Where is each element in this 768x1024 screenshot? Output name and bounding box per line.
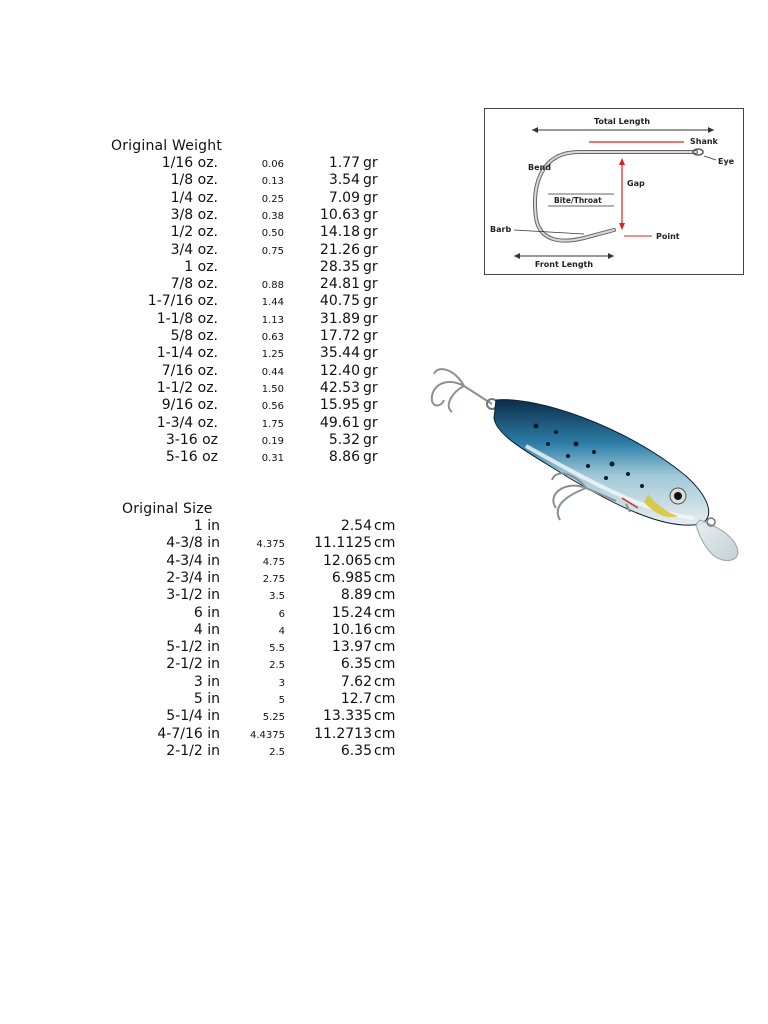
table-row <box>112 155 412 172</box>
original-value: 4-3/8 in <box>166 535 220 552</box>
original-value: 1-1/4 oz. <box>156 345 218 362</box>
unit-label: cm <box>374 691 396 707</box>
converted-value: 13.97 <box>331 639 372 656</box>
decimal-value: 1.44 <box>261 297 284 309</box>
table-row <box>112 380 412 397</box>
unit-label: gr <box>363 155 378 171</box>
decimal-value: 6 <box>278 608 285 620</box>
converted-value: 28.35 <box>319 258 360 275</box>
unit-label: gr <box>363 397 378 414</box>
table-row <box>122 656 422 673</box>
table-row <box>122 570 422 587</box>
table-row <box>112 345 412 362</box>
decimal-value: 0.88 <box>261 280 284 292</box>
decimal-value: 4.4375 <box>250 729 285 741</box>
original-value: 9/16 oz. <box>161 397 218 414</box>
converted-value: 6.35 <box>340 742 372 759</box>
unit-label: gr <box>363 258 378 275</box>
unit-label: gr <box>363 379 378 396</box>
table-row <box>112 207 412 224</box>
unit-label: cm <box>374 621 396 638</box>
table-row <box>122 691 422 708</box>
gap-label: Gap <box>627 179 645 188</box>
original-value: 1-7/16 oz. <box>147 293 218 310</box>
unit-label: gr <box>363 276 378 293</box>
point-label: Point <box>656 232 680 241</box>
converted-value: 1.77 <box>328 155 360 171</box>
decimal-value: 0.44 <box>261 366 284 378</box>
converted-value: 12.7 <box>340 691 372 707</box>
unit-label: gr <box>363 206 378 223</box>
original-value: 2-3/4 in <box>166 569 220 586</box>
original-value: 1/2 oz. <box>170 224 218 241</box>
table-row <box>122 674 422 691</box>
unit-label: gr <box>363 293 378 310</box>
unit-label: gr <box>363 431 378 448</box>
table-row <box>122 535 422 552</box>
original-value: 1 oz. <box>184 258 218 275</box>
original-value: 3/8 oz. <box>170 206 218 223</box>
converted-value: 13.335 <box>323 708 372 725</box>
decimal-value: 0.13 <box>261 176 284 188</box>
converted-value: 10.63 <box>319 206 360 223</box>
unit-label: cm <box>374 552 396 569</box>
lure-lip <box>696 520 738 561</box>
unit-label: gr <box>363 362 378 379</box>
unit-label: cm <box>374 673 396 690</box>
table-row <box>122 605 422 622</box>
table-row <box>112 363 412 380</box>
original-value: 2-1/2 in <box>166 742 220 759</box>
original-value: 4-3/4 in <box>166 552 220 569</box>
original-value: 1-3/4 oz. <box>156 414 218 431</box>
unit-label: gr <box>363 224 378 241</box>
original-value: 5 in <box>193 691 220 707</box>
decimal-value: 3 <box>278 677 285 689</box>
original-value: 3 in <box>193 673 220 690</box>
fishing-lure-illustration <box>416 356 746 596</box>
decimal-value: 0.38 <box>261 210 284 222</box>
bend-label: Bend <box>528 163 551 172</box>
table-row <box>122 726 422 743</box>
decimal-value: 0.75 <box>261 245 284 257</box>
converted-value: 2.54 <box>340 518 372 534</box>
converted-value: 6.985 <box>331 569 372 586</box>
converted-value: 12.065 <box>323 552 372 569</box>
size-section-title: Original Size <box>122 501 213 517</box>
original-value: 4 in <box>193 621 220 638</box>
decimal-value: 0.50 <box>261 228 284 240</box>
unit-label: gr <box>363 189 378 206</box>
original-value: 5-1/2 in <box>166 639 220 656</box>
converted-value: 42.53 <box>319 379 360 396</box>
unit-label: gr <box>363 414 378 431</box>
table-row <box>122 587 422 604</box>
decimal-value: 5.5 <box>269 643 285 655</box>
decimal-value: 5 <box>278 695 285 706</box>
table-row <box>112 242 412 259</box>
original-value: 4-7/16 in <box>157 725 220 742</box>
converted-value: 6.35 <box>340 656 372 673</box>
converted-value: 35.44 <box>319 345 360 362</box>
converted-value: 17.72 <box>319 328 360 344</box>
original-value: 1/4 oz. <box>170 189 218 206</box>
decimal-value: 1.25 <box>261 349 284 361</box>
eye-label: Eye <box>718 157 735 166</box>
table-row <box>122 639 422 656</box>
decimal-value: 2.5 <box>269 660 285 672</box>
table-row <box>122 743 422 760</box>
decimal-value: 1.50 <box>261 383 284 395</box>
converted-value: 3.54 <box>328 172 360 189</box>
converted-value: 7.09 <box>328 189 360 206</box>
decimal-value: 0.56 <box>261 401 284 413</box>
decimal-value: 0.31 <box>261 453 284 465</box>
table-row <box>122 708 422 725</box>
unit-label: cm <box>374 535 396 552</box>
decimal-value: 5.25 <box>262 712 285 724</box>
unit-label: gr <box>363 449 378 466</box>
table-row <box>112 276 412 293</box>
table-row <box>122 553 422 570</box>
original-value: 1-1/8 oz. <box>156 310 218 327</box>
original-value: 5/8 oz. <box>170 328 218 344</box>
table-row <box>112 172 412 189</box>
unit-label: cm <box>374 569 396 586</box>
lure-body <box>494 400 709 526</box>
table-row <box>112 190 412 207</box>
converted-value: 24.81 <box>319 276 360 293</box>
original-value: 3-16 oz <box>165 431 218 448</box>
converted-value: 5.32 <box>328 431 360 448</box>
converted-value: 10.16 <box>331 621 372 638</box>
decimal-value: 2.75 <box>262 573 285 585</box>
decimal-value: 0.25 <box>261 193 284 205</box>
converted-value: 7.62 <box>340 673 372 690</box>
bite-throat-label: Bite/Throat <box>554 196 602 205</box>
original-value: 1/16 oz. <box>161 155 218 171</box>
decimal-value: 4.75 <box>262 556 285 568</box>
shank-label: Shank <box>690 137 718 146</box>
original-value: 5-1/4 in <box>166 708 220 725</box>
unit-label: cm <box>374 708 396 725</box>
decimal-value: 0.63 <box>261 332 284 343</box>
table-row <box>112 397 412 414</box>
original-value: 3-1/2 in <box>166 587 220 604</box>
weight-section-title: Original Weight <box>111 138 223 154</box>
decimal-value: 2.5 <box>269 746 285 758</box>
table-row <box>112 415 412 432</box>
converted-value: 8.86 <box>328 449 360 466</box>
converted-value: 15.24 <box>331 604 372 621</box>
table-row <box>122 518 422 535</box>
converted-value: 49.61 <box>319 414 360 431</box>
unit-label: cm <box>374 639 396 656</box>
total-length-label: Total Length <box>593 117 651 126</box>
table-row <box>112 259 412 276</box>
converted-value: 12.40 <box>319 362 360 379</box>
converted-value: 21.26 <box>319 241 360 258</box>
decimal-value: 4 <box>278 625 285 637</box>
unit-label: cm <box>374 587 396 604</box>
converted-value: 14.18 <box>319 224 360 241</box>
table-row <box>112 224 412 241</box>
unit-label: cm <box>374 518 396 534</box>
barb-label: Barb <box>490 225 512 234</box>
converted-value: 40.75 <box>319 293 360 310</box>
unit-label: cm <box>374 604 396 621</box>
original-value: 1/8 oz. <box>170 172 218 189</box>
decimal-value: 1.75 <box>261 418 284 430</box>
treble-hook-front <box>432 369 497 412</box>
unit-label: cm <box>374 742 396 759</box>
unit-label: cm <box>374 725 396 742</box>
converted-value: 11.2713 <box>314 725 372 742</box>
decimal-value: 1.13 <box>261 314 284 326</box>
original-value: 7/8 oz. <box>170 276 218 293</box>
unit-label: gr <box>363 172 378 189</box>
table-row <box>112 449 412 466</box>
converted-value: 11.1125 <box>314 535 372 552</box>
unit-label: gr <box>363 328 378 344</box>
hook-anatomy-diagram <box>484 108 744 275</box>
decimal-value: 3.5 <box>269 591 285 603</box>
original-value: 6 in <box>193 604 220 621</box>
unit-label: gr <box>363 241 378 258</box>
table-row <box>112 293 412 310</box>
unit-label: gr <box>363 345 378 362</box>
table-row <box>112 432 412 449</box>
decimal-value: 0.06 <box>261 159 284 170</box>
original-value: 1-1/2 oz. <box>156 379 218 396</box>
original-value: 7/16 oz. <box>161 362 218 379</box>
front-length-label: Front Length <box>534 260 594 269</box>
table-row <box>112 328 412 345</box>
table-row <box>112 311 412 328</box>
original-value: 5-16 oz <box>165 449 218 466</box>
decimal-value: 4.375 <box>256 539 285 551</box>
unit-label: gr <box>363 310 378 327</box>
converted-value: 31.89 <box>319 310 360 327</box>
original-value: 3/4 oz. <box>170 241 218 258</box>
converted-value: 15.95 <box>319 397 360 414</box>
original-value: 1 in <box>193 518 220 534</box>
table-row <box>122 622 422 639</box>
decimal-value: 0.19 <box>261 435 284 447</box>
unit-label: cm <box>374 656 396 673</box>
converted-value: 8.89 <box>340 587 372 604</box>
original-value: 2-1/2 in <box>166 656 220 673</box>
